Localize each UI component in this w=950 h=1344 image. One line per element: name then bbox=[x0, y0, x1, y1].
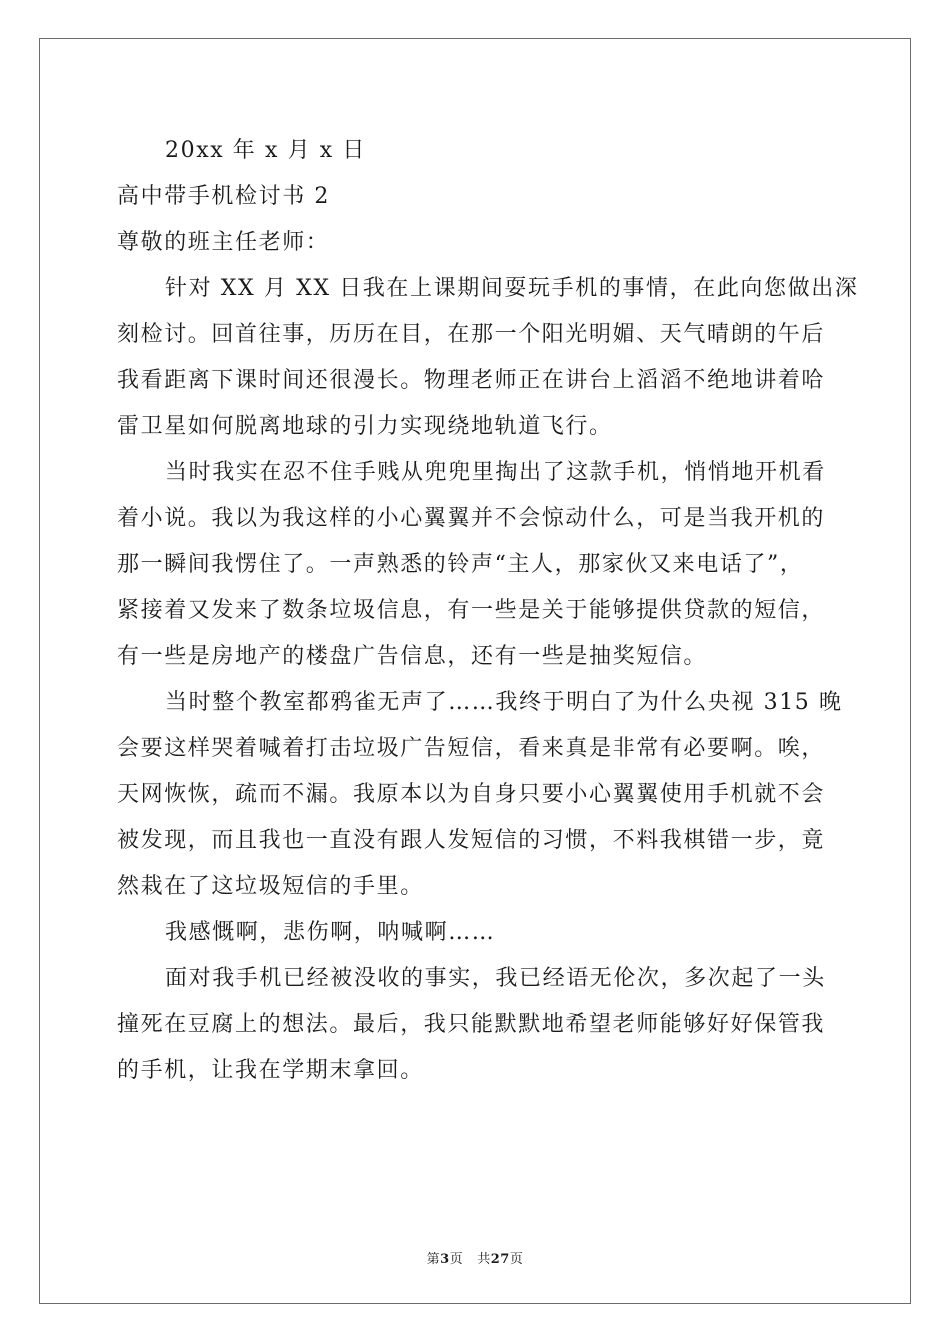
paragraph-line: 针对 XX 月 XX 日我在上课期间耍玩手机的事情，在此向您做出深 bbox=[165, 276, 859, 301]
paragraph-line: 天网恢恢，疏而不漏。我原本以为自身只要小心翼翼使用手机就不会 bbox=[117, 782, 826, 807]
paragraph-line: 着小说。我以为我这样的小心翼翼并不会惊动什么，可是当我开机的 bbox=[117, 506, 826, 531]
paragraph-4 bbox=[117, 910, 837, 956]
date-line: 20xx 年 x 月 x 日 bbox=[165, 138, 366, 163]
total-suffix: 页 bbox=[509, 1252, 524, 1267]
paragraph-line: 会要这样哭着喊着打击垃圾广告短信，看来真是非常有必要啊。唉， bbox=[117, 736, 826, 761]
paragraph-line: 撞死在豆腐上的想法。最后，我只能默默地希望老师能够好好保管我 bbox=[117, 1012, 826, 1037]
document-body bbox=[117, 128, 859, 1094]
paragraph-line: 当时我实在忍不住手贱从兜兜里掏出了这款手机，悄悄地开机看 bbox=[165, 460, 826, 485]
page-number: 3 bbox=[440, 1252, 450, 1267]
paragraph-line: 当时整个教室都鸦雀无声了……我终于明白了为什么央视 315 晚 bbox=[165, 690, 843, 715]
paragraph-line: 被发现，而且我也一直没有跟人发短信的习惯，不料我棋错一步，竟 bbox=[117, 828, 826, 853]
paragraph-line: 那一瞬间我愣住了。一声熟悉的铃声“主人，那家伙又来电话了”， bbox=[117, 552, 804, 577]
paragraph-5 bbox=[117, 956, 837, 1094]
paragraph-line: 雷卫星如何脱离地球的引力实现绕地轨道飞行。 bbox=[117, 414, 613, 439]
paragraph-line: 有一些是房地产的楼盘广告信息，还有一些是抽奖短信。 bbox=[117, 644, 708, 669]
total-prefix: 共 bbox=[477, 1252, 491, 1267]
paragraph-line: 紧接着又发来了数条垃圾信息，有一些是关于能够提供贷款的短信， bbox=[117, 598, 826, 623]
paragraph-line: 我感慨啊，悲伤啊，呐喊啊…… bbox=[165, 920, 496, 945]
paragraph-3 bbox=[117, 680, 843, 910]
page-prefix: 第 bbox=[426, 1252, 441, 1267]
paragraph-line: 面对我手机已经被没收的事实，我已经语无伦次，多次起了一头 bbox=[165, 966, 826, 991]
document-title: 高中带手机检讨书 2 bbox=[117, 184, 330, 209]
page-suffix: 页 bbox=[449, 1252, 464, 1267]
page-footer bbox=[0, 1248, 950, 1267]
paragraph-line: 我看距离下课时间还很漫长。物理老师正在讲台上滔滔不绝地讲着哈 bbox=[117, 368, 826, 393]
total-pages: 27 bbox=[490, 1252, 510, 1267]
salutation: 尊敬的班主任老师： bbox=[117, 230, 330, 255]
paragraph-line: 然栽在了这垃圾短信的手里。 bbox=[117, 874, 424, 899]
paragraph-line: 刻检讨。回首往事，历历在目，在那一个阳光明媚、天气晴朗的午后 bbox=[117, 322, 826, 347]
paragraph-line: 的手机，让我在学期末拿回。 bbox=[117, 1058, 424, 1083]
paragraph-2 bbox=[117, 450, 837, 680]
paragraph-1 bbox=[117, 266, 859, 450]
